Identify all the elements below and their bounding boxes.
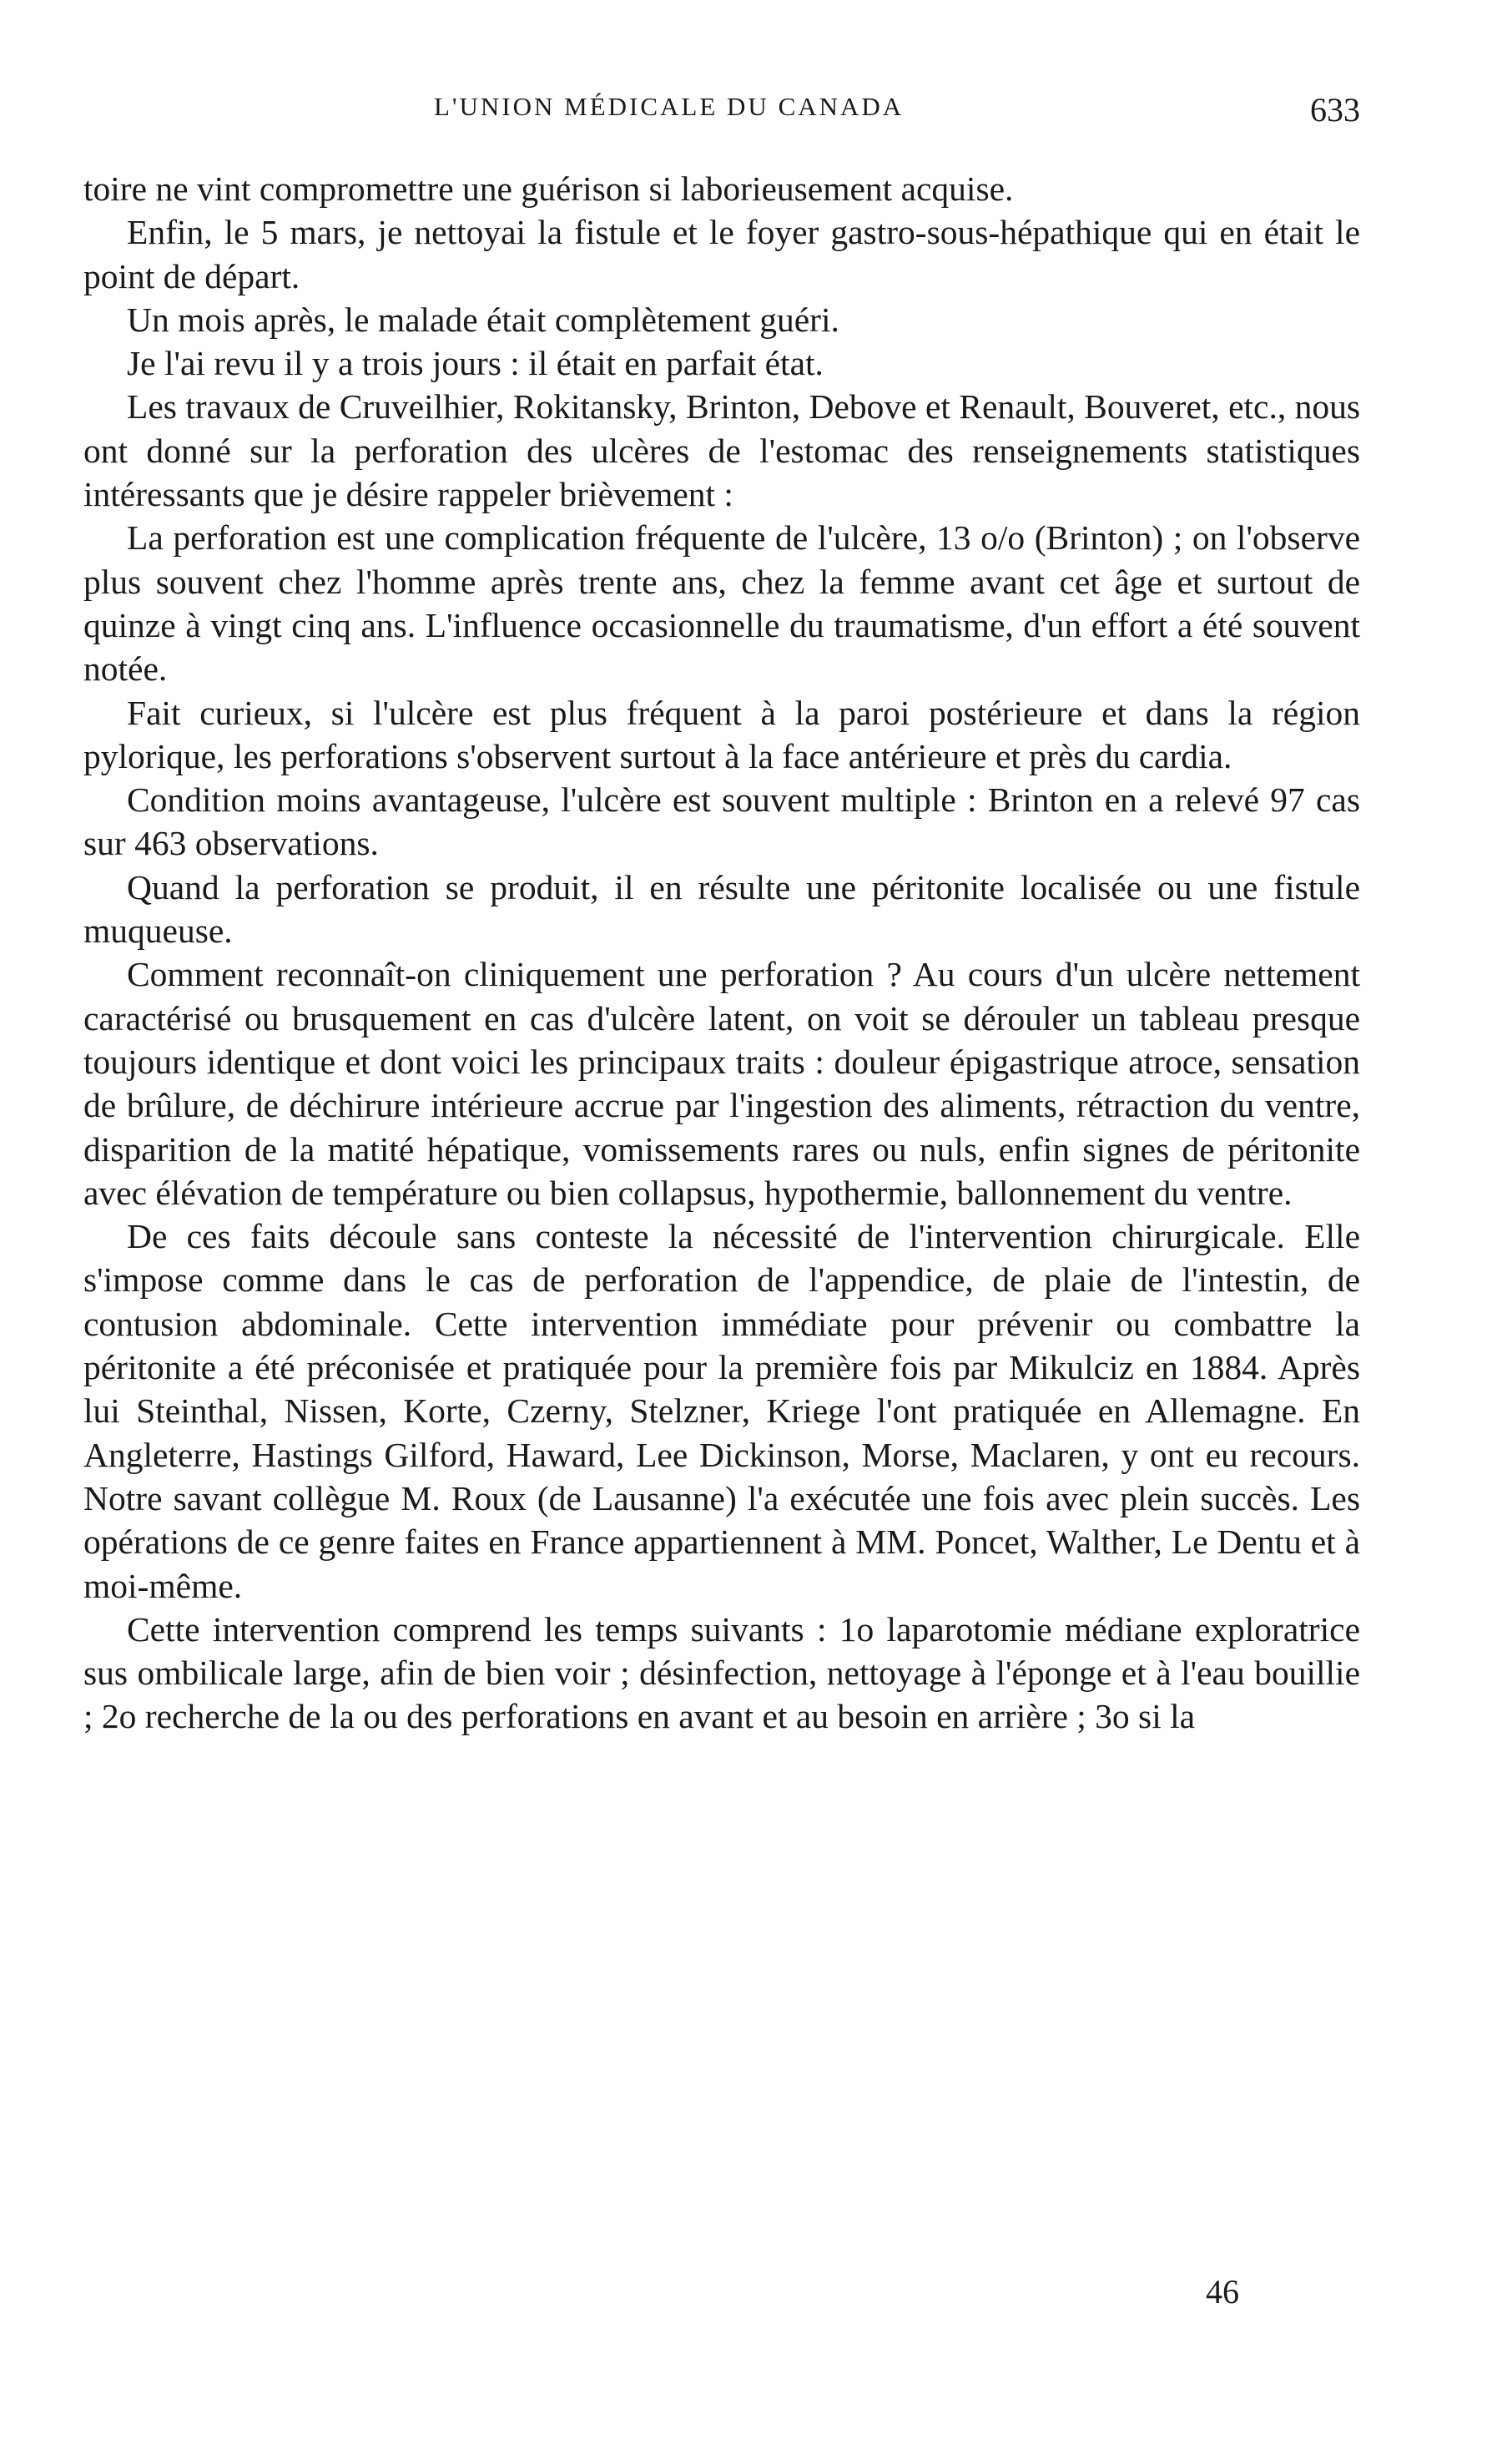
paragraph: Comment reconnaît-on cliniquement une perforation ? Au cours d'un ulcère nettement caractérisé ou brusquement en cas d'ulcère latent, on voit se dérouler un tableau presque toujours identique et dont voici les principaux traits : douleur épigastrique atroce, sensation de brûlure, de déchirure intérieure accrue par l'ingestion des aliments, rétraction du ventre, disparition de la matité hépatique, vomissements rares ou nuls, enfin signes de péritonite avec élévation de température ou bien collapsus, hypothermie, ballonnement du ventre. xyxy=(83,955,1360,1212)
paragraph: Un mois après, le malade était complètement guéri. xyxy=(127,300,839,339)
paragraph: Je l'ai revu il y a trois jours : il était en parfait état. xyxy=(127,344,824,383)
page-header xyxy=(83,92,1360,134)
paragraph: De ces faits découle sans conteste la nécessité de l'intervention chirurgicale. Elle s'impose comme dans le cas de perforation de l'appendice, de plaie de l'intestin, de contusion abdominale. Cette intervention immédiate pour prévenir ou combattre la péritonite a été préconisée et pratiquée pour la première fois par Mikulciz en 1884. Après lui Steinthal, Nissen, Korte, Czerny, Stelzner, Kriege l'ont pratiquée en Allemagne. En Angleterre, Hastings Gilford, Haward, Lee Dickinson, Morse, Maclaren, y ont eu recours. Notre savant collègue M. Roux (de Lausanne) l'a exécutée une fois avec plein succès. Les opérations de ce genre faites en France appartiennent à MM. Poncet, Walther, Le Dentu et à moi-même. xyxy=(83,1217,1360,1605)
signature-mark: 46 xyxy=(1206,2273,1239,2310)
body-text xyxy=(83,167,1360,1739)
paragraph: Enfin, le 5 mars, je nettoyai la fistule et le foyer gastro-sous-hépathique qui en était le point de départ. xyxy=(83,213,1360,295)
paragraph: toire ne vint compromettre une guérison si laborieusement acquise. xyxy=(83,169,1014,208)
running-title: L'UNION MÉDICALE DU CANADA xyxy=(434,92,905,121)
paragraph: Les travaux de Cruveilhier, Rokitansky, Brinton, Debove et Renault, Bouveret, etc., nous ont donné sur la perforation des ulcères de l'estomac des renseignements statistiques intéressants que je désire rappeler brièvement : xyxy=(83,387,1360,514)
page-number: 633 xyxy=(1310,91,1360,129)
paragraph: La perforation est une complication fréquente de l'ulcère, 13 o/o (Brinton) ; on l'observe plus souvent chez l'homme après trente ans, chez la femme avant cet âge et surtout de quinze à vingt cinq ans. L'influence occasionnelle du traumatisme, d'un effort a été souvent notée. xyxy=(83,518,1360,689)
paragraph: Cette intervention comprend les temps suivants : 1o laparotomie médiane exploratrice sus ombilicale large, afin de bien voir ; désinfection, nettoyage à l'éponge et à l'eau bouillie ; 2o recherche de la ou des perforations en avant et au besoin en arrière ; 3o si la xyxy=(83,1609,1360,1736)
paragraph: Condition moins avantageuse, l'ulcère est souvent multiple : Brinton en a relevé 97 cas sur 463 observations. xyxy=(83,780,1360,863)
paragraph: Quand la perforation se produit, il en résulte une péritonite localisée ou une fistule muqueuse. xyxy=(83,867,1360,951)
paragraph: Fait curieux, si l'ulcère est plus fréquent à la paroi postérieure et dans la région pylorique, les perforations s'observent surtout à la face antérieure et près du cardia. xyxy=(83,693,1360,775)
